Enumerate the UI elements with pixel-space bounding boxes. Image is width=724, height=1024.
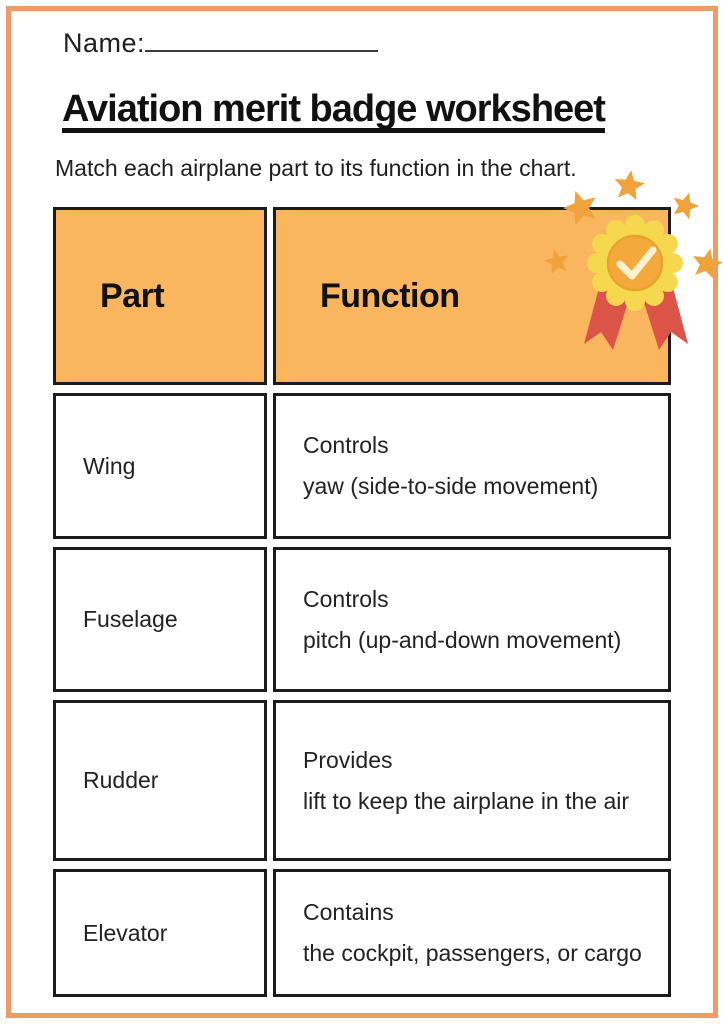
star-icon [689, 245, 724, 280]
function-cell [273, 393, 671, 539]
function-line-1: Controls [303, 432, 389, 459]
page-title: Aviation merit badge worksheet [62, 88, 605, 130]
part-cell: Elevator [53, 869, 267, 997]
star-icon [559, 186, 602, 228]
function-line-1: Provides [303, 746, 393, 773]
function-cell [273, 869, 671, 997]
function-line-2: pitch (up-and-down movement) [303, 626, 622, 653]
part-cell: Wing [53, 393, 267, 539]
table-header-part: Part [53, 207, 267, 385]
name-label: Name: [63, 28, 146, 58]
function-line-1: Controls [303, 585, 389, 612]
part-cell: Fuselage [53, 547, 267, 692]
function-cell [273, 547, 671, 692]
function-line-2: lift to keep the airplane in the air [303, 787, 630, 814]
name-blank-line [145, 50, 378, 52]
merit-badge-icon [530, 155, 724, 355]
function-line-2: the cockpit, passengers, or cargo [303, 940, 642, 966]
function-cell [273, 700, 671, 861]
function-line-2: yaw (side-to-side movement) [303, 473, 599, 499]
function-line-1: Contains [303, 899, 394, 926]
instructions-text: Match each airplane part to its function in the chart. [55, 155, 577, 181]
table-header-function: Function [273, 207, 671, 385]
medal-center-icon [608, 236, 662, 290]
part-cell: Rudder [53, 700, 267, 861]
star-icon [542, 247, 571, 275]
star-icon [612, 168, 646, 201]
star-icon [669, 189, 702, 221]
name-field-row [63, 28, 378, 59]
